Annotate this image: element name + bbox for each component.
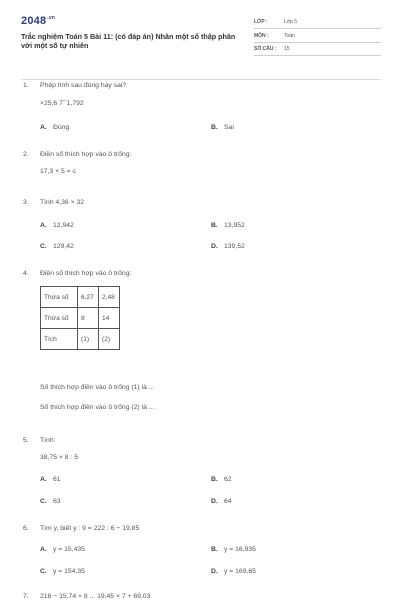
question-5: 5. Tính: 38,75 × 8 : 5 A. 61 B. 62 C. 63 D. 64 — [23, 437, 232, 505]
meta-subject: MÔN : Toán — [254, 32, 381, 43]
question-7: 7. 216 − 15,74 × 8 ... 19,45 × 7 + 69,03 — [23, 593, 151, 600]
header-divider — [21, 79, 381, 80]
meta-grade: LỚP : Lớp 5 — [254, 18, 381, 29]
table-cell: 14 — [99, 308, 120, 329]
question-expression: 17,3 × 5 = c — [40, 168, 76, 175]
question-6: 6. Tìm y, biết y : 9 = 222 : 6 − 19,85 A. y = 15,435 B. y = 16,935 C. y = 154,35 D. y = 169,65 — [23, 525, 256, 575]
table-row — [41, 329, 120, 350]
question-text: Tìm y, biết y : 9 = 222 : 6 − 19,85 — [40, 525, 140, 532]
question-expression: 38,75 × 8 : 5 — [40, 454, 78, 461]
option-a[interactable]: A. 12,942 — [40, 222, 74, 229]
question-text: 216 − 15,74 × 8 ... 19,45 × 7 + 69,03 — [40, 593, 151, 600]
option-a[interactable]: A. Đúng — [40, 124, 70, 131]
option-d[interactable]: D. 139,52 — [211, 243, 245, 250]
option-c[interactable]: C. 63 — [40, 498, 61, 505]
table-cell[interactable]: (1) — [78, 329, 99, 350]
option-a[interactable]: A. 61 — [40, 476, 61, 483]
question-text: Tính 4,36 × 32 — [40, 199, 85, 206]
question-text: Phép tính sau đúng hay sai? — [40, 82, 127, 89]
document-meta — [254, 18, 381, 59]
table-cell[interactable]: (2) — [99, 329, 120, 350]
question-text: Tính: — [40, 437, 56, 444]
multiplication-table — [40, 286, 120, 350]
option-b[interactable]: B. 13,952 — [211, 222, 245, 229]
table-row — [41, 308, 120, 329]
table-cell: 8 — [78, 308, 99, 329]
question-1: 1. Phép tính sau đúng hay sai? ×25,6 7¯1,792 A. Đúng B. Sai — [23, 82, 234, 131]
option-b[interactable]: B. 62 — [211, 476, 232, 483]
meta-question-count: SỐ CÂU : 15 — [254, 45, 381, 56]
option-c[interactable]: C. y = 154,35 — [40, 568, 85, 575]
table-cell: Thừa số — [41, 308, 78, 329]
document-title: Trắc nghiệm Toán 5 Bài 11: (có đáp án) Nhân một số thập phân với một số tự nhiên — [21, 32, 236, 50]
option-c[interactable]: C. 129,42 — [40, 243, 74, 250]
fill-blank-2[interactable]: Số thích hợp điền vào ô trống (2) là ... — [40, 404, 155, 411]
table-cell: 6,27 — [78, 287, 99, 308]
option-d[interactable]: D. 64 — [211, 498, 232, 505]
option-b[interactable]: B. y = 16,935 — [211, 546, 256, 553]
question-4: 4. Điền số thích hợp vào ô trống: Số thích hợp điền vào ô trống (1) là ... Số thích hợp điền vào ô trống (2) là ... — [23, 270, 155, 411]
fill-blank-1[interactable]: Số thích hợp điền vào ô trống (1) là ... — [40, 384, 155, 391]
table-row — [41, 287, 120, 308]
question-text: Điền số thích hợp vào ô trống: — [40, 270, 132, 277]
question-text: Điền số thích hợp vào ô trống: — [40, 151, 132, 158]
table-cell: 2,48 — [99, 287, 120, 308]
option-a[interactable]: A. y = 15,435 — [40, 546, 85, 553]
question-2: 2. Điền số thích hợp vào ô trống: 17,3 × 5 = c — [23, 151, 132, 175]
document-header — [21, 15, 381, 67]
table-cell: Tích — [41, 329, 78, 350]
table-cell: Thừa số — [41, 287, 78, 308]
question-3: 3. Tính 4,36 × 32 A. 12,942 B. 13,952 C. 129,42 D. 139,52 — [23, 199, 245, 250]
option-b[interactable]: B. Sai — [211, 124, 234, 131]
site-logo[interactable]: $2048^{.vn}$ — [21, 15, 56, 27]
question-expression: ×25,6 7¯1,792 — [40, 100, 84, 107]
option-d[interactable]: D. y = 169,65 — [211, 568, 256, 575]
